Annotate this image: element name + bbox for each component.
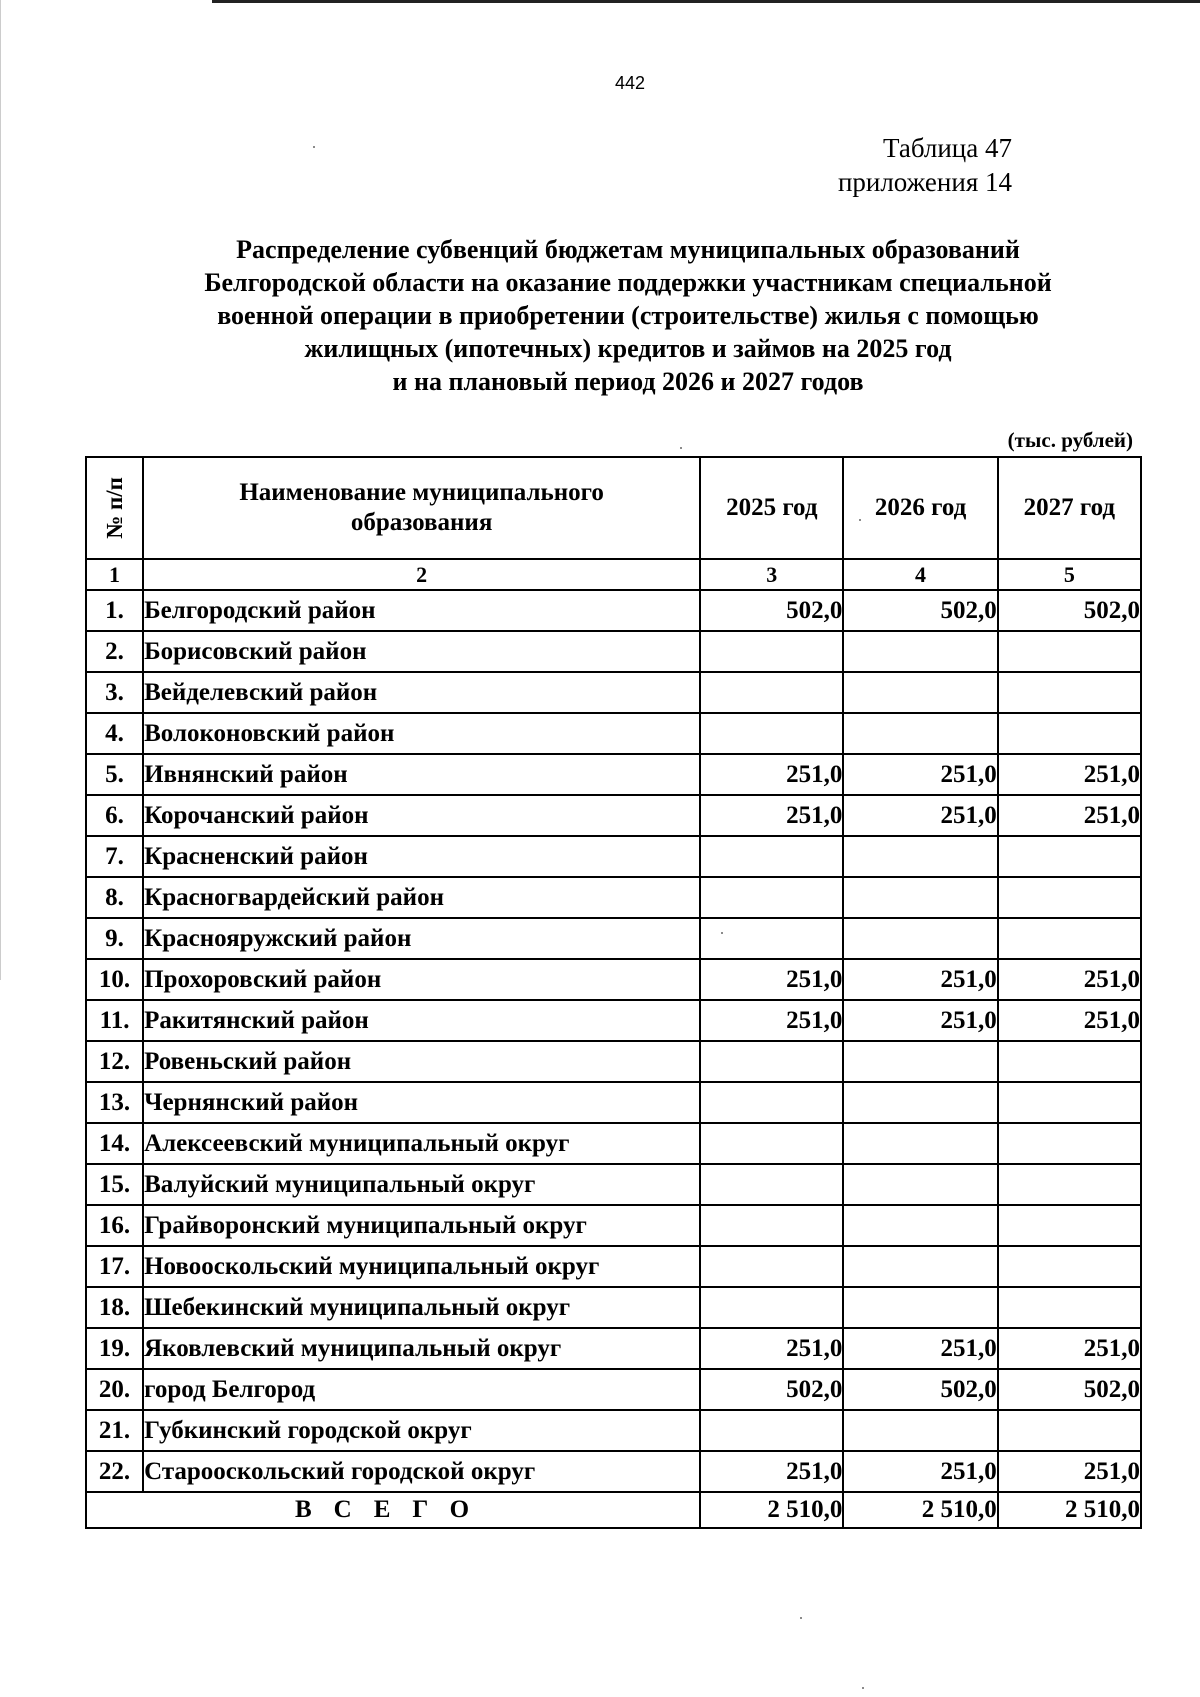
scan-edge-left <box>0 0 1 980</box>
row-2027 <box>998 631 1141 672</box>
table-row <box>86 1328 1141 1369</box>
row-2027: 502,0 <box>998 590 1141 631</box>
table-row <box>86 713 1141 754</box>
table-header-row <box>86 457 1141 559</box>
row-number: 22. <box>86 1451 143 1492</box>
row-2025: 251,0 <box>700 1451 843 1492</box>
row-2027 <box>998 836 1141 877</box>
row-number: 2. <box>86 631 143 672</box>
row-number: 5. <box>86 754 143 795</box>
table-row <box>86 590 1141 631</box>
subvention-table <box>85 456 1142 1529</box>
row-name: Шебекинский муниципальный округ <box>143 1287 700 1328</box>
row-2025 <box>700 1246 843 1287</box>
title-line3: военной операции в приобретении (строительстве) жилья с помощью <box>217 301 1039 330</box>
row-2027 <box>998 1082 1141 1123</box>
row-2026 <box>843 1123 997 1164</box>
row-2025 <box>700 918 843 959</box>
row-2026: 251,0 <box>843 959 997 1000</box>
row-2026: 251,0 <box>843 1000 997 1041</box>
row-2027: 251,0 <box>998 754 1141 795</box>
scan-speck <box>721 932 723 934</box>
table-row <box>86 1287 1141 1328</box>
row-2027 <box>998 1287 1141 1328</box>
row-2025: 251,0 <box>700 795 843 836</box>
row-2026: 502,0 <box>843 1369 997 1410</box>
row-name: Белгородский район <box>143 590 700 631</box>
row-name: Корочанский район <box>143 795 700 836</box>
title-line1: Распределение субвенций бюджетам муниципальных образований <box>236 235 1020 264</box>
row-2025: 251,0 <box>700 1328 843 1369</box>
table-row <box>86 1000 1141 1041</box>
row-2026: 251,0 <box>843 795 997 836</box>
row-2025 <box>700 1287 843 1328</box>
row-number: 6. <box>86 795 143 836</box>
row-2027 <box>998 1123 1141 1164</box>
column-number: 3 <box>700 559 843 590</box>
row-2027 <box>998 877 1141 918</box>
row-number: 17. <box>86 1246 143 1287</box>
scan-speck <box>800 1617 802 1619</box>
row-number: 15. <box>86 1164 143 1205</box>
row-2025 <box>700 1164 843 1205</box>
row-2026 <box>843 631 997 672</box>
row-name: Ровеньский район <box>143 1041 700 1082</box>
row-2027: 251,0 <box>998 1451 1141 1492</box>
row-2026 <box>843 1164 997 1205</box>
row-number: 18. <box>86 1287 143 1328</box>
row-2025 <box>700 836 843 877</box>
row-2026 <box>843 1041 997 1082</box>
row-name: Волоконовский район <box>143 713 700 754</box>
row-2025 <box>700 631 843 672</box>
row-2027 <box>998 1205 1141 1246</box>
row-2026 <box>843 918 997 959</box>
row-2025: 502,0 <box>700 590 843 631</box>
row-2026 <box>843 672 997 713</box>
row-name: Новооскольский муниципальный округ <box>143 1246 700 1287</box>
column-number: 2 <box>143 559 700 590</box>
scan-speck <box>862 1687 864 1689</box>
column-number-row <box>86 559 1141 590</box>
row-2026 <box>843 1205 997 1246</box>
row-number: 11. <box>86 1000 143 1041</box>
row-name: Краснояружский район <box>143 918 700 959</box>
table-row <box>86 1369 1141 1410</box>
row-name: Борисовский район <box>143 631 700 672</box>
header-2025: 2025 год <box>700 457 843 559</box>
row-name: Яковлевский муниципальный округ <box>143 1328 700 1369</box>
table-row <box>86 1451 1141 1492</box>
row-2026 <box>843 877 997 918</box>
row-number: 16. <box>86 1205 143 1246</box>
row-2025 <box>700 1041 843 1082</box>
row-number: 3. <box>86 672 143 713</box>
row-2027: 251,0 <box>998 959 1141 1000</box>
units-label: (тыс. рублей) <box>1007 428 1133 452</box>
row-2025 <box>700 1082 843 1123</box>
title-line2: Белгородской области на оказание поддержки участникам специальной <box>204 268 1052 297</box>
row-name: Красногвардейский район <box>143 877 700 918</box>
total-2025: 2 510,0 <box>700 1492 843 1528</box>
total-label: ВСЕГО <box>86 1492 700 1528</box>
row-name: Старооскольский городской округ <box>143 1451 700 1492</box>
row-2025: 251,0 <box>700 959 843 1000</box>
column-number: 4 <box>843 559 997 590</box>
header-2026: 2026 год <box>843 457 997 559</box>
row-2025 <box>700 1205 843 1246</box>
table-row <box>86 877 1141 918</box>
row-2025 <box>700 1410 843 1451</box>
row-2027 <box>998 713 1141 754</box>
table-row <box>86 918 1141 959</box>
row-name: Прохоровский район <box>143 959 700 1000</box>
scan-speck <box>859 519 861 521</box>
row-2027: 251,0 <box>998 1328 1141 1369</box>
header-2027: 2027 год <box>998 457 1141 559</box>
row-number: 21. <box>86 1410 143 1451</box>
row-number: 9. <box>86 918 143 959</box>
row-name: Валуйский муниципальный округ <box>143 1164 700 1205</box>
row-number: 10. <box>86 959 143 1000</box>
table-reference-line1: Таблица 47 <box>883 133 1012 163</box>
row-2026 <box>843 1410 997 1451</box>
header-name-line2: образования <box>350 509 493 536</box>
row-2025: 251,0 <box>700 754 843 795</box>
table-row <box>86 1205 1141 1246</box>
row-name: город Белгород <box>143 1369 700 1410</box>
table-row <box>86 1410 1141 1451</box>
row-2026: 251,0 <box>843 754 997 795</box>
row-number: 1. <box>86 590 143 631</box>
row-2027 <box>998 918 1141 959</box>
row-number: 13. <box>86 1082 143 1123</box>
row-2025: 251,0 <box>700 1000 843 1041</box>
row-2025 <box>700 713 843 754</box>
scan-speck <box>313 146 315 148</box>
row-name: Красненский район <box>143 836 700 877</box>
row-2026: 502,0 <box>843 590 997 631</box>
row-number: 20. <box>86 1369 143 1410</box>
column-number: 5 <box>998 559 1141 590</box>
table-row <box>86 631 1141 672</box>
row-number: 7. <box>86 836 143 877</box>
table-row <box>86 1041 1141 1082</box>
row-number: 4. <box>86 713 143 754</box>
row-2027: 251,0 <box>998 795 1141 836</box>
table-row <box>86 1123 1141 1164</box>
header-name-line1: Наименование муниципального <box>239 479 604 506</box>
document-title <box>128 233 1128 398</box>
scan-edge-top <box>212 0 1200 3</box>
row-2026 <box>843 713 997 754</box>
table-row <box>86 672 1141 713</box>
total-row <box>86 1492 1141 1528</box>
row-2026: 251,0 <box>843 1451 997 1492</box>
row-number: 12. <box>86 1041 143 1082</box>
total-2026: 2 510,0 <box>843 1492 997 1528</box>
table-row <box>86 836 1141 877</box>
row-name: Алексеевский муниципальный округ <box>143 1123 700 1164</box>
table-row <box>86 754 1141 795</box>
row-2026 <box>843 1246 997 1287</box>
row-name: Ивнянский район <box>143 754 700 795</box>
table-row <box>86 1246 1141 1287</box>
row-2027 <box>998 1410 1141 1451</box>
row-name: Губкинский городской округ <box>143 1410 700 1451</box>
row-2027 <box>998 672 1141 713</box>
row-2026 <box>843 1082 997 1123</box>
header-number: № п/п <box>86 457 143 559</box>
row-2027: 251,0 <box>998 1000 1141 1041</box>
table-reference-line2: приложения 14 <box>837 167 1012 197</box>
table-row <box>86 959 1141 1000</box>
title-line5: и на плановый период 2026 и 2027 годов <box>392 367 864 396</box>
row-name: Грайворонский муниципальный округ <box>143 1205 700 1246</box>
row-name: Вейделевский район <box>143 672 700 713</box>
total-2027: 2 510,0 <box>998 1492 1141 1528</box>
header-name <box>143 457 700 559</box>
row-2026 <box>843 836 997 877</box>
row-2027: 502,0 <box>998 1369 1141 1410</box>
row-number: 19. <box>86 1328 143 1369</box>
row-2025 <box>700 672 843 713</box>
row-number: 14. <box>86 1123 143 1164</box>
scan-speck <box>680 447 682 449</box>
row-name: Ракитянский район <box>143 1000 700 1041</box>
row-2026 <box>843 1287 997 1328</box>
table-row <box>86 1164 1141 1205</box>
row-name: Чернянский район <box>143 1082 700 1123</box>
row-2027 <box>998 1246 1141 1287</box>
table-reference <box>838 131 1012 199</box>
row-number: 8. <box>86 877 143 918</box>
table-row <box>86 795 1141 836</box>
row-2027 <box>998 1164 1141 1205</box>
row-2026: 251,0 <box>843 1328 997 1369</box>
row-2025 <box>700 1123 843 1164</box>
title-line4: жилищных (ипотечных) кредитов и займов на 2025 год <box>304 334 952 363</box>
row-2027 <box>998 1041 1141 1082</box>
column-number: 1 <box>86 559 143 590</box>
page-number: 442 <box>614 73 646 93</box>
row-2025 <box>700 877 843 918</box>
row-2025: 502,0 <box>700 1369 843 1410</box>
table-row <box>86 1082 1141 1123</box>
